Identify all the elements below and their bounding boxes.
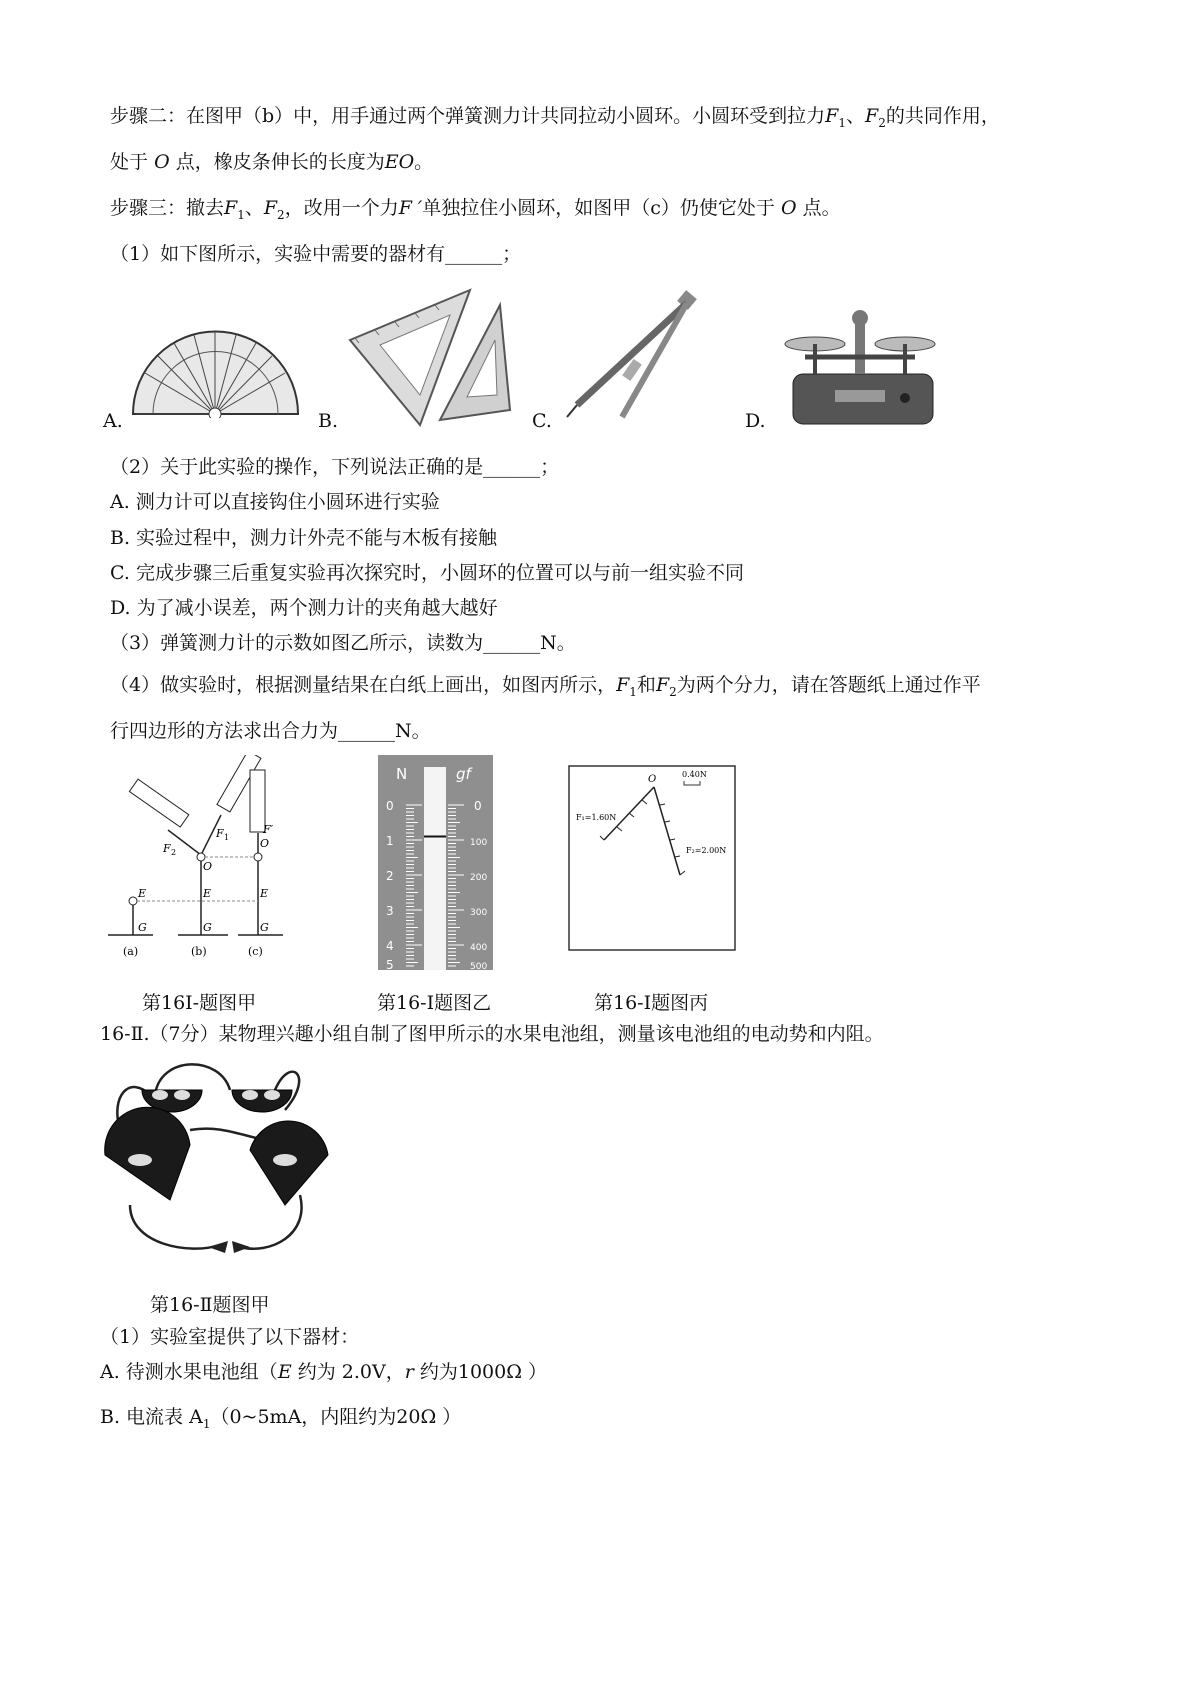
step3-line: 步骤三：撤去$F_1$、$F_2$，改用一个力F ′单独拉住小圆环，如图甲（c）仍使它处于 O 点。 <box>110 197 841 222</box>
jia-o1-label: O <box>203 860 213 873</box>
bing-scale-label: 0.40N <box>682 770 707 779</box>
jia-fprime-label: F′ <box>263 823 274 836</box>
yi-gf-label: gf <box>456 765 471 783</box>
question-2: （2）关于此实验的操作，下列说法正确的是______； <box>110 456 560 478</box>
q2-option-d: D. 为了减小误差，两个测力计的夹角越大越好 <box>110 597 498 619</box>
equipment-label-d: D. <box>745 410 766 432</box>
figure-bing <box>568 765 736 951</box>
caption-fig-jia: 第16Ⅰ-题图甲 <box>142 992 257 1014</box>
jia-g3-label: G <box>260 921 269 934</box>
yi-left-3: 3 <box>386 904 394 918</box>
jia-a-label: (a) <box>123 945 139 958</box>
question-4-line2: 行四边形的方法求出合力为______N。 <box>110 720 431 742</box>
fruit-battery-figure <box>100 1055 335 1275</box>
step2-line2: 处于 O 点，橡皮条伸长的长度为EO。 <box>110 151 434 173</box>
equipment-label-b: B. <box>318 410 339 432</box>
yi-n-label: N <box>396 765 408 783</box>
bing-f1-label: F₁=1.60N <box>576 813 617 822</box>
question-3: （3）弹簧测力计的示数如图乙所示，读数为______N。 <box>110 632 576 654</box>
q2-option-b: B. 实验过程中，测力计外壳不能与木板有接触 <box>110 527 498 549</box>
q2-option-c: C. 完成步骤三后重复实验再次探究时，小圆环的位置可以与前一组实验不同 <box>110 562 744 584</box>
figure-yi <box>378 755 493 970</box>
jia-f2-sub: 2 <box>171 848 177 857</box>
jia-g1-label: G <box>138 921 147 934</box>
step2-line1: 步骤二：在图甲（b）中，用手通过两个弹簧测力计共同拉动小圆环。小圆环受到拉力$F_1$、$F_2$的共同作用， <box>110 105 1000 130</box>
jia-b-label: (b) <box>191 945 207 958</box>
q2-option-a: A. 测力计可以直接钩住小圆环进行实验 <box>110 491 440 513</box>
yi-left-1: 1 <box>386 834 394 848</box>
jia-o2-label: O <box>260 837 270 850</box>
yi-left-2: 2 <box>386 869 394 883</box>
balance-scale-icon <box>775 302 945 432</box>
yi-right-1: 100 <box>470 838 488 848</box>
yi-right-4: 400 <box>470 943 488 953</box>
compass-icon <box>562 285 712 425</box>
yi-left-0: 0 <box>386 799 394 813</box>
equipment-option-b: B. 电流表 $A_1(0\sim 5mA$，内阻约为20Ω ） <box>100 1406 462 1431</box>
equipment-label-a: A. <box>103 410 123 432</box>
jia-g2-label: G <box>203 921 212 934</box>
equipment-label-c: C. <box>532 410 552 432</box>
jia-f2-label: F <box>163 842 171 855</box>
equipment-option-a: A. 待测水果电池组（E 约为 2.0V，r 约为1000Ω ） <box>100 1361 548 1383</box>
caption-16-II-jia: 第16-Ⅱ题图甲 <box>150 1294 270 1316</box>
jia-c-label: (c) <box>248 945 263 958</box>
bing-o-label: O <box>648 774 657 785</box>
caption-fig-bing: 第16-Ⅰ题图丙 <box>594 992 709 1014</box>
yi-left-4: 4 <box>386 939 394 953</box>
yi-right-3: 300 <box>470 908 488 918</box>
caption-fig-yi: 第16-Ⅰ题图乙 <box>377 992 492 1014</box>
protractor-icon <box>128 318 303 418</box>
jia-e1-label: E <box>138 887 147 900</box>
question-16-II-1: （1）实验室提供了以下器材： <box>100 1326 360 1348</box>
set-square-icon <box>345 285 525 430</box>
question-4-line1: （4）做实验时，根据测量结果在白纸上画出，如图丙所示，$F_1$和$F_2$为两个分力，请在答题纸上通过作平 <box>110 674 981 699</box>
question-1: （1）如下图所示，实验中需要的器材有______； <box>110 243 522 265</box>
yi-right-2: 200 <box>470 873 488 883</box>
jia-f1-label: F <box>216 827 224 840</box>
yi-right-5: 500 <box>470 962 488 970</box>
jia-e2-label: E <box>203 887 212 900</box>
jia-f1-sub: 1 <box>224 833 230 842</box>
yi-left-5: 5 <box>386 958 394 970</box>
bing-f2-label: F₂=2.00N <box>686 846 727 855</box>
jia-e3-label: E <box>260 887 269 900</box>
figure-jia <box>108 755 308 970</box>
problem-16-II: 16-Ⅱ.（7分）某物理兴趣小组自制了图甲所示的水果电池组，测量该电池组的电动势和内阻。 <box>100 1023 884 1045</box>
yi-right-0: 0 <box>474 799 482 813</box>
